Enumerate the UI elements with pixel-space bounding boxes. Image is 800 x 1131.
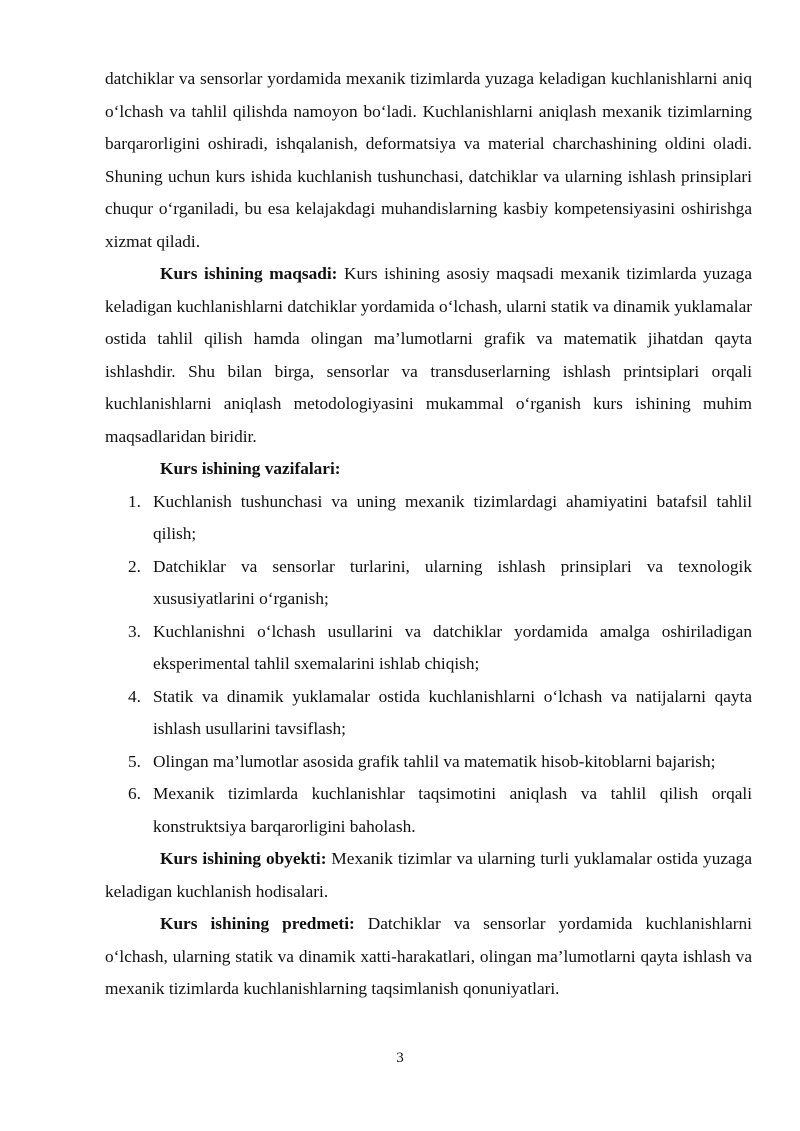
list-item [105,681,752,746]
list-item-text: Datchiklar va sensorlar turlarini, ularning ishlash prinsiplari va texnologik xususiyatlarini o‘rganish; [153,556,752,608]
list-item-number: 3. [128,621,141,641]
list-item-number: 4. [128,686,141,706]
list-item-number: 5. [128,751,141,771]
list-item-text: Olingan ma’lumotlar asosida grafik tahlil va matematik hisob-kitoblarni bajarish; [153,751,716,771]
list-item [105,486,752,551]
object-text: Mexanik tizimlar va ularning turli yuklamalar ostida yuzaga keladigan kuchlanish hodisalari. [105,849,752,901]
subject-paragraph [105,908,752,1006]
goal-text: Kurs ishining asosiy maqsadi mexanik tizimlarda yuzaga keladigan kuchlanishlarni datchiklar yordamida o‘lchash, ularni statik va dinamik yuklamalar ostida tahlil qilish hamda olingan ma’lumotlarni grafik va matematik jihatdan qayta ishlashdir. Shu bilan birga, sensorlar va transduserlarning ishlash printsiplari orqali kuchlanishlarni aniqlash metodologiyasini mukammal o‘rganish kurs ishining muhim maqsadlaridan biridir. [105,264,752,446]
list-item [105,778,752,843]
subject-text: Datchiklar va sensorlar yordamida kuchlanishlarni o‘lchash, ularning statik va dinamik xatti-harakatlari, olingan ma’lumotlarni qayta ishlash va mexanik tizimlarda kuchlanishlarning taqsimlanish qonuniyatlari. [105,914,752,998]
list-item-text: Statik va dinamik yuklamalar ostida kuchlanishlarni o‘lchash va natijalarni qayta ishlash usullarini tavsiflash; [153,686,752,738]
page-content [105,63,752,1006]
list-item [105,746,752,779]
subject-label: Kurs ishining predmeti: [160,914,355,933]
list-item-number: 6. [128,784,141,803]
list-item-number: 2. [128,556,141,576]
list-item [105,616,752,681]
tasks-list [105,486,752,844]
object-paragraph [105,843,752,908]
object-label: Kurs ishining obyekti: [160,849,327,868]
list-item-text: Kuchlanish tushunchasi va uning mexanik tizimlardagi ahamiyatini batafsil tahlil qilish; [153,491,752,543]
list-item-number: 1. [128,491,141,511]
tasks-heading: Kurs ishining vazifalari: [160,459,341,478]
list-item-text: Mexanik tizimlarda kuchlanishlar taqsimotini aniqlash va tahlil qilish orqali konstruktsiya barqarorligini baholash. [153,784,752,836]
list-item-text: Kuchlanishni o‘lchash usullarini va datchiklar yordamida amalga oshiriladigan eksperimental tahlil sxemalarini ishlab chiqish; [153,621,752,673]
list-item [105,551,752,616]
intro-paragraph: datchiklar va sensorlar yordamida mexanik tizimlarda yuzaga keladigan kuchlanishlarni aniq o‘lchash va tahlil qilishda namoyon bo‘ladi. Kuchlanishlarni aniqlash mexanik tizimlarning barqarorligini oshiradi, ishqalanish, deformatsiya va material charchashining oldini oladi. Shuning uchun kurs ishida kuchlanish tushunchasi, datchiklar va ularning ishlash prinsiplari chuqur o‘rganiladi, bu esa kelajakdagi muhandislarning kasbiy kompetensiyasini oshirishga xizmat qiladi. [105,69,752,251]
goal-label: Kurs ishining maqsadi: [160,264,338,283]
goal-paragraph [105,258,752,453]
page-number: 3 [396,1050,404,1066]
